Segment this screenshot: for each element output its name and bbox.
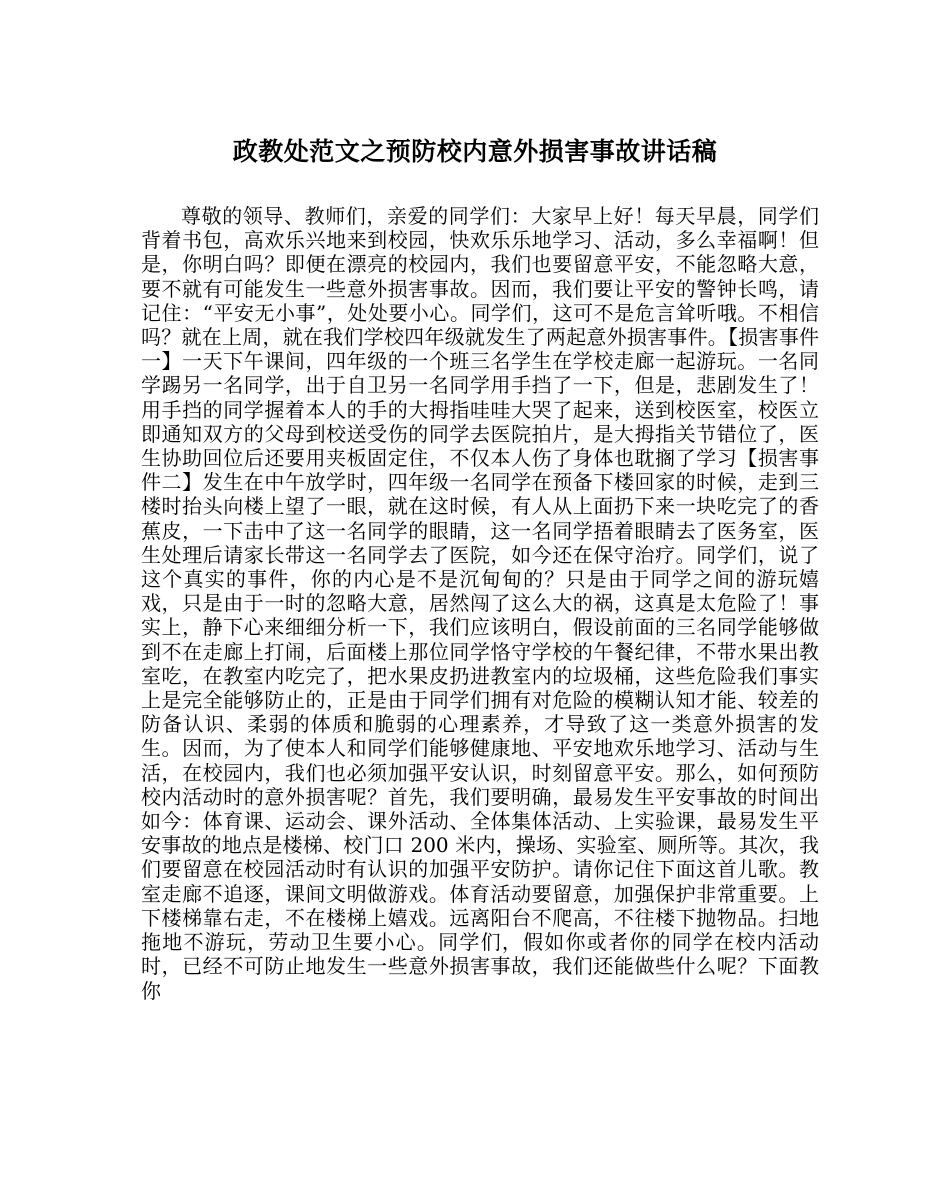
document-title: 政教处范文之预防校内意外损害事故讲话稿 — [232, 137, 718, 166]
document-body-paragraph: 尊敬的领导、教师们，亲爱的同学们：大家早上好！每天早晨，同学们背着书包，高欢乐兴地来到校园，快欢乐乐地学习、活动，多么幸福啊！但是，你明白吗？即便在漂亮的校园内，我们也要留意平安，不能忽略大意，要不就有可能发生一些意外损害事故。因而，我们要让平安的警钟长鸣，请记住：“平安无小事”，处处要小心。同学们，这可不是危言耸听哦。不相信吗？就在上周，就在我们学校四年级就发生了两起意外损害事件。【损害事件一】一天下午课间，四年级的一个班三名学生在学校走廊一起游玩。一名同学踢另一名同学，出于自卫另一名同学用手挡了一下，但是，悲剧发生了！用手挡的同学握着本人的手的大拇指哇哇大哭了起来，送到校医室，校医立即通知双方的父母到校送受伤的同学去医院拍片，是大拇指关节错位了，医生协助回位后还要用夹板固定住，不仅本人伤了身体也耽搁了学习【损害事件二】发生在中午放学时，四年级一名同学在预备下楼回家的时候，走到三楼时抬头向楼上望了一眼，就在这时候，有人从上面扔下来一块吃完了的香蕉皮，一下击中了这一名同学的眼睛，这一名同学捂着眼睛去了医务室，医生处理后请家长带这一名同学去了医院，如今还在保守治疗。同学们，说了这个真实的事件，你的内心是不是沉甸甸的？只是由于同学之间的游玩嬉戏，只是由于一时的忽略大意，居然闯了这么大的祸，这真是太危险了！事实上，静下心来细细分析一下，我们应该明白，假设前面的三名同学能够做到不在走廊上打闹，后面楼上那位同学恪守学校的午餐纪律，不带水果出教室吃，在教室内吃完了，把水果皮扔进教室内的垃圾桶，这些危险我们事实上是完全能够防止的，正是由于同学们拥有对危险的模糊认知才能、较差的防备认识、柔弱的体质和脆弱的心理素养，才导致了这一类意外损害的发生。因而，为了使本人和同学们能够健康地、平安地欢乐地学习、活动与生活，在校园内，我们也必须加强平安认识，时刻留意平安。那么，如何预防校内活动时的意外损害呢？首先，我们要明确，最易发生平安事故的时间出如今：体育课、运动会、课外活动、全体集体活动、上实验课，最易发生平安事故的地点是楼梯、校门口 200 米内，操场、实验室、厕所等。其次，我们要留意在校园活动时有认识的加强平安防护。请你记住下面这首儿歌。教室走廊不追逐，课间文明做游戏。体育活动要留意，加强保护非常重要。上下楼梯靠右走，不在楼梯上嬉戏。远离阳台不爬高，不往楼下抛物品。扫地拖地不游玩，劳动卫生要小心。同学们，假如你或者你的同学在校内活动时，已经不可防止地发生一些意外损害事故，我们还能做些什么呢？下面教你 — [141, 204, 819, 1003]
